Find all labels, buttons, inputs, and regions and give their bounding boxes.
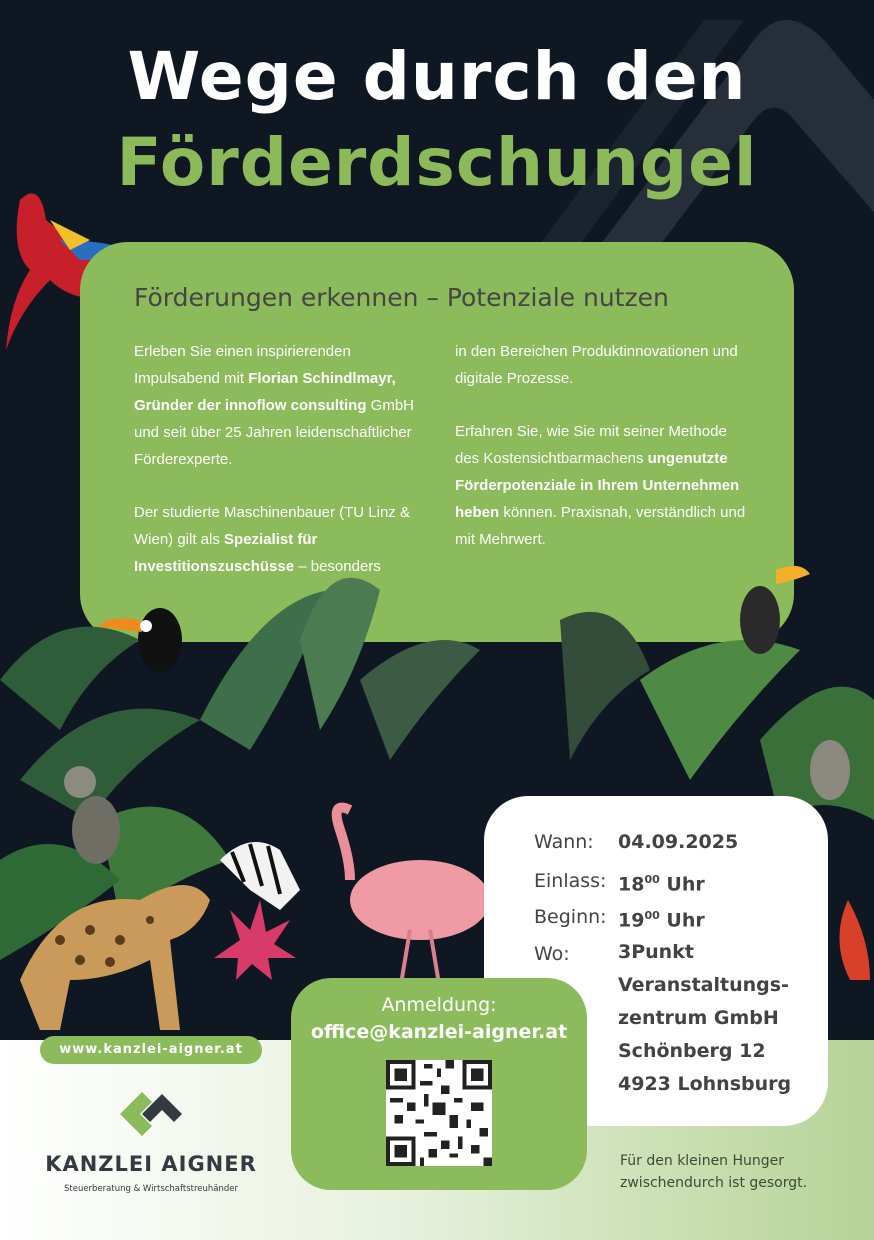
location-address xyxy=(618,936,791,1101)
bio-text-end: – besonders xyxy=(294,558,381,575)
location-line: Schönberg 12 xyxy=(618,1040,766,1062)
intro-text: Erleben Sie einen inspirierenden Impulsabend mit xyxy=(134,343,351,387)
registration-email-link[interactable]: office@kanzlei-aigner.at xyxy=(310,1021,568,1043)
title-line-2: Förderdschungel xyxy=(116,124,758,201)
catering-note: Für den kleinen Hunger zwischendurch ist gesorgt. xyxy=(620,1153,808,1191)
bio-text: Der studierte Maschinenbauer (TU Linz & Wien) gilt als xyxy=(134,504,410,548)
title-line-1: Wege durch den xyxy=(127,38,747,115)
start-unit: Uhr xyxy=(666,909,705,932)
method-text: Erfahren Sie, wie Sie mit seiner Methode des Kostensichtbarmachens xyxy=(455,423,727,467)
logo-name: KANZLEI AIGNER xyxy=(45,1152,257,1176)
info-column-right xyxy=(455,338,755,579)
when-label: Wann: xyxy=(534,831,594,853)
info-heading: Förderungen erkennen – Potenziale nutzen xyxy=(134,283,669,312)
entry-minutes: 00 xyxy=(644,873,660,886)
when-value: 04.09.2025 xyxy=(618,831,739,853)
location-line: 3Punkt xyxy=(618,941,694,963)
intro-text-end: GmbH und seit über 25 Jahren leidenschaftlicher Förderexperte. xyxy=(134,397,415,468)
specialist-text: Spezialist für Investitionszuschüsse xyxy=(134,531,318,575)
entry-label: Einlass: xyxy=(534,870,607,892)
method-paragraph xyxy=(455,418,755,553)
location-line: Veranstaltungs- xyxy=(618,974,789,996)
qr-code[interactable] xyxy=(386,1060,492,1166)
potential-text: ungenutzte Förderpotenziale in Ihrem Unternehmen heben xyxy=(455,450,740,521)
start-time xyxy=(618,899,705,937)
location-label: Wo: xyxy=(534,943,570,965)
start-hour: 19 xyxy=(618,909,645,932)
start-minutes: 00 xyxy=(644,909,660,922)
entry-unit: Uhr xyxy=(666,873,705,896)
kanzlei-aigner-logo-icon xyxy=(118,1088,184,1140)
method-text-end: können. Praxisnah, verständlich und mit Mehrwert. xyxy=(455,504,746,548)
registration-label: Anmeldung: xyxy=(381,994,497,1016)
areas-paragraph: in den Bereichen Produktinnovationen und digitale Prozesse. xyxy=(455,343,738,387)
entry-time xyxy=(618,863,705,901)
website-link[interactable]: www.kanzlei-aigner.at xyxy=(40,1036,262,1064)
location-line: 4923 Lohnsburg xyxy=(618,1073,792,1095)
location-line: zentrum GmbH xyxy=(618,1007,779,1029)
logo-subtitle: Steuerberatung & Wirtschaftstreuhänder xyxy=(63,1184,238,1194)
entry-hour: 18 xyxy=(618,873,645,896)
start-label: Beginn: xyxy=(534,906,607,928)
intro-paragraph xyxy=(134,338,419,473)
speaker-name: Florian Schindlmayr, Gründer der innoflow consulting xyxy=(134,370,396,414)
